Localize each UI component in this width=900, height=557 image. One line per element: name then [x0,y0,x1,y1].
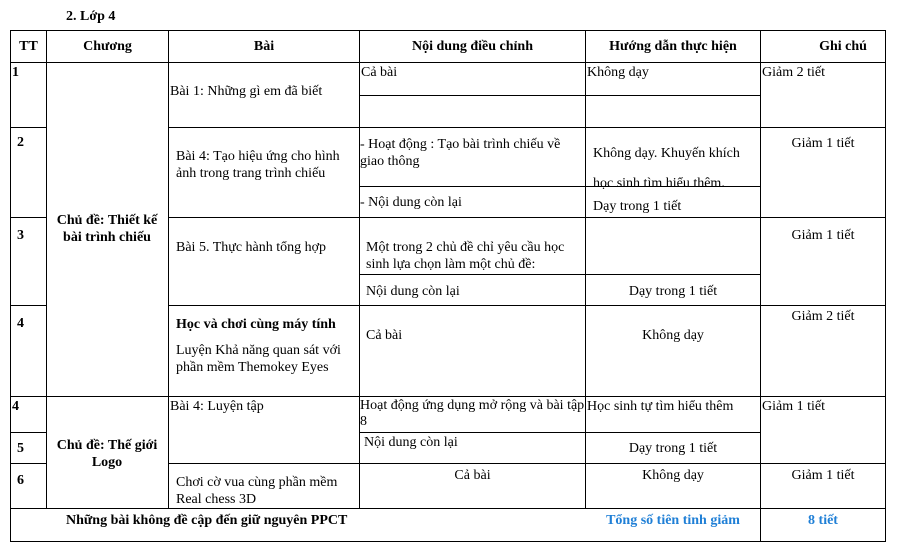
note-cell: Giảm 1 tiết [791,136,855,151]
content-cell: Nội dung còn lại [364,435,458,450]
content-cell: Hoạt động ứng dụng mở rộng và bài tập 8 [360,398,585,429]
table-border-top [10,30,886,31]
header-bai: Bài [253,39,275,54]
column-divider [585,30,586,508]
row-number: 6 [17,473,24,488]
row-divider [10,508,886,509]
guidance-cell: Không dạy [587,65,649,80]
row-number: 4 [17,316,24,331]
row-number: 3 [17,228,24,243]
note-cell: Giảm 2 tiết [791,309,855,324]
row-number: 5 [17,441,24,456]
content-cell: Cả bài [361,65,398,80]
row-divider [359,274,760,275]
lesson-cell: Bài 1: Những gì em đã biết [170,84,323,99]
row-divider [10,127,46,128]
row-divider [168,217,886,218]
content-cell: Cả bài [454,468,491,483]
content-cell: Nội dung còn lại [366,284,460,299]
header-huongdan: Hướng dẫn thực hiện [609,39,737,54]
header-tt: TT [19,39,38,54]
row-number: 4 [12,399,19,414]
column-divider [46,30,47,508]
guidance-cell: Dạy trong 1 tiết [628,441,718,456]
total-value: 8 tiết [808,513,838,528]
group-label: Chủ đề: Thế giới Logo [56,438,158,470]
guidance-cell: Học sinh tự tìm hiểu thêm [587,399,734,414]
lesson-cell: Bài 5. Thực hành tổng hợp [176,240,327,255]
lesson-cell: Bài 4: Tạo hiệu ứng cho hình ảnh trong trang trình chiếu [176,149,340,181]
lesson-cell: Chơi cờ vua cùng phần mềm Real chess 3D [176,475,338,507]
guidance-cell: Không dạy [642,468,704,483]
guidance-cell: Dạy trong 1 tiết [593,199,682,214]
lesson-cell: Bài 4: Luyện tập [170,399,264,414]
row-divider [168,305,886,306]
column-divider [359,30,360,508]
section-heading: 2. Lớp 4 [66,9,116,24]
row-divider [168,463,886,464]
row-divider [168,127,886,128]
header-divider [10,62,886,63]
lesson-cell: Luyện Khả năng quan sát với phần mềm Themokey Eyes [176,343,341,375]
content-cell: - Nội dung còn lại [360,195,462,210]
content-cell: - Hoạt động : Tạo bài trình chiếu về giao thông [360,137,561,169]
guidance-cell: Dạy trong 1 tiết [628,284,718,299]
note-cell: Giảm 1 tiết [762,399,825,414]
row-divider [10,396,886,397]
table-border-left [10,30,11,542]
group-label: Chủ đề: Thiết kế bài trình chiếu [56,213,158,245]
header-ghichu: Ghi chú [819,39,867,54]
row-number: 2 [17,135,24,150]
note-cell: Giảm 1 tiết [791,468,855,483]
table-border-right [885,30,886,542]
row-number: 1 [12,65,19,80]
row-divider [359,95,760,96]
row-divider [10,217,46,218]
guidance-cell: Không dạy [642,328,704,343]
table-border-bottom [10,541,886,542]
column-divider [168,30,169,508]
content-cell: Một trong 2 chủ đề chỉ yêu cầu học sinh lựa chọn làm một chủ đề: [366,240,565,272]
header-chuong: Chương [83,39,132,54]
total-label: Tổng số tiên tinh giảm [606,513,740,528]
row-divider [10,463,46,464]
row-divider [359,432,760,433]
lesson-title: Học và chơi cùng máy tính [176,317,336,332]
row-divider [10,432,46,433]
content-cell: Cả bài [366,328,403,343]
header-noidung: Nội dung điều chỉnh [412,39,533,54]
guidance-cell: Không dạy. Khuyến khích học sinh tìm hiểu thêm. [593,146,740,191]
note-cell: Giảm 1 tiết [791,228,855,243]
footer-note: Những bài không đề cập đến giữ nguyên PPCT [66,513,348,528]
row-divider [10,305,46,306]
note-cell: Giảm 2 tiết [762,65,825,80]
